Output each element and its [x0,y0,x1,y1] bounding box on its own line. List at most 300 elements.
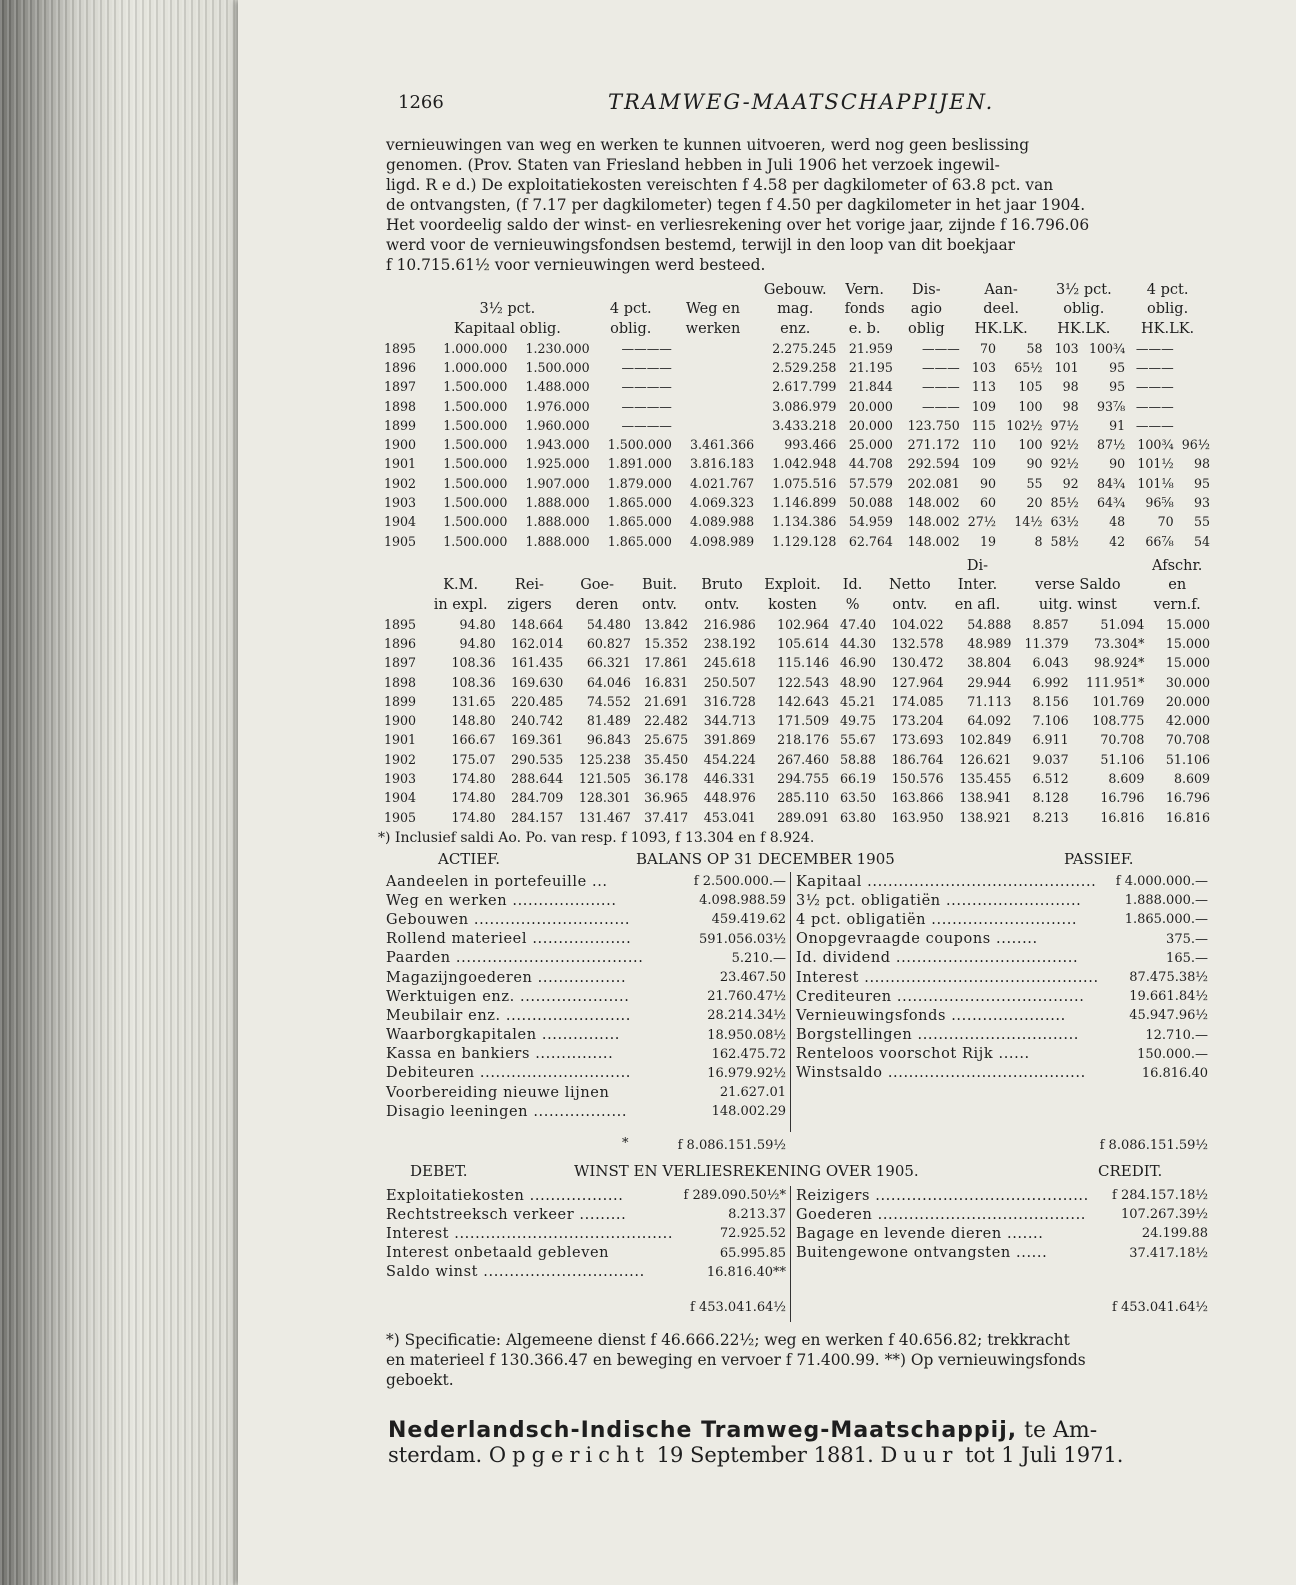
table-cell: 81.489 [586,713,631,729]
year-cell: 1903 [384,771,417,787]
header-cell: mag. [777,301,814,318]
table-row [384,339,1210,358]
table-cell: 142.643 [777,693,830,709]
footnote [386,1330,1208,1390]
table-cell: 93 [1193,495,1210,511]
table-cell: 60 [979,495,996,511]
account-row [796,930,1208,949]
table-cell: ——— [1135,359,1174,375]
header-cell: werken [685,320,741,337]
table-cell: 6.911 [1032,732,1069,748]
table-cell: 1.500.000 [443,379,508,395]
table-cell: 14½ [1014,514,1043,530]
header-cell: ontv. [642,596,678,613]
intro-line: werd voor de vernieuwingsfondsen bestemd, terwijl in den loop van dit boekjaar [386,236,1015,254]
table-cell: 97½ [1050,417,1079,433]
table-cell: 1.134.386 [772,514,837,530]
company-city: sterdam. [388,1443,483,1467]
table-cell: ———— [621,359,672,375]
account-amount: 165.— [1166,950,1208,966]
year-cell: 1905 [384,809,417,825]
header-cell [672,280,754,300]
table-cell: 98 [1062,398,1079,414]
table-cell: 90 [1109,456,1126,472]
founded-label: Opgericht [488,1443,650,1467]
table-cell: 96⅝ [1145,495,1174,511]
table-cell: 161.435 [511,655,564,671]
account-label: Waarborgkapitalen ............... [386,1027,621,1044]
table-cell [1174,358,1210,377]
account-row [386,1205,786,1224]
balans-passief-head: PASSIEF. [1064,850,1134,868]
header-cell [496,556,564,576]
table-cell: 148.664 [511,616,564,632]
table-row [384,807,1210,826]
header-cell: Dis- [912,281,941,298]
winst-divider [790,1186,791,1322]
account-amount: 16.816.40 [1141,1065,1208,1081]
table-cell: 174.80 [451,790,496,806]
table-note: *) Inclusief saldi Ao. Po. van resp. f 1093, f 13.304 en f 8.924. [378,830,815,846]
table-cell: 174.085 [891,693,944,709]
account-label: Winstsaldo ...................................... [796,1065,1086,1082]
table-cell: 37.417 [644,809,689,825]
header-cell: 4 pct. [609,301,652,318]
account-label: Debiteuren ............................. [386,1065,631,1082]
account-row [386,1186,786,1205]
company-name: Nederlandsch-Indische Tramweg-Maatschappij, [388,1418,1018,1443]
header-cell [384,576,426,596]
table-cell: 132.578 [891,635,944,651]
table-cell: 64.092 [967,713,1012,729]
table-cell: 55 [1193,514,1210,530]
account-amount: 459.419.62 [711,912,786,928]
account-row [386,1026,786,1045]
table-cell: 448.976 [703,790,756,806]
table-cell: 123.750 [907,417,960,433]
table-cell: 98 [1062,379,1079,395]
table-cell: 163.950 [891,809,944,825]
table-cell: 148.80 [451,713,496,729]
account-row [386,891,786,910]
table-cell: 8.609 [1173,771,1210,787]
header-cell [384,300,425,320]
header-cell: enz. [780,320,811,337]
table-cell: 169.361 [511,732,564,748]
table-cell: 1.500.000 [443,475,508,491]
table-cell: 1.500.000 [607,437,672,453]
account-label: Rechtstreeksch verkeer ......... [386,1206,627,1223]
table-cell: 1.500.000 [443,417,508,433]
balans-total-right: f 8.086.151.59½ [1099,1138,1208,1153]
table-row [384,396,1210,415]
header-cell: in expl. [433,596,488,613]
table-cell: 1.891.000 [607,456,672,472]
table-cell: 100¾ [1088,340,1126,356]
table-row [384,750,1210,769]
table-cell: 1.865.000 [607,495,672,511]
table-cell: 1.888.000 [525,495,590,511]
table-cell: 1.488.000 [525,379,590,395]
table-cell: 21.195 [848,359,893,375]
account-amount: 8.213.37 [728,1207,786,1223]
table-cell: 218.176 [777,732,830,748]
account-label: Saldo winst ............................... [386,1264,645,1281]
header-row [384,595,1210,615]
header-cell: oblig. [610,320,652,337]
winst-credit-head: CREDIT. [1098,1162,1163,1180]
table-cell: 8.609 [1108,771,1145,787]
account-amount: 4.098.988.59 [699,893,786,909]
table-cell: 62.764 [848,533,893,549]
table-cell: 20 [1026,495,1043,511]
year-cell: 1896 [384,359,417,375]
account-label: Renteloos voorschot Rijk ...... [796,1046,1030,1063]
table-cell: 1.230.000 [525,340,590,356]
table-cell: 101⅛ [1137,475,1174,491]
winst-debet [386,1186,786,1282]
header-cell [631,556,688,576]
table-cell: 36.965 [644,790,689,806]
table-cell: 9.037 [1032,751,1069,767]
table-cell: 70 [1157,514,1174,530]
table-cell: 6.043 [1032,655,1069,671]
balans-mark: * [622,1136,629,1151]
header-row [384,280,1210,300]
table-cell: 70.708 [1100,732,1145,748]
table-cell: ——— [1135,417,1174,433]
table-cell: 95 [1109,379,1126,395]
table-cell: 238.192 [703,635,756,651]
table-row [384,730,1210,749]
table-cell: 290.535 [511,751,564,767]
balans-passief [796,872,1208,1083]
header-cell: Bruto [701,577,743,594]
account-label: Kassa en bankiers ............... [386,1046,614,1063]
account-label: 3½ pct. obligatiën .......................... [796,892,1082,909]
header-row [384,319,1210,339]
table-cell: 1.500.000 [443,456,508,472]
capital-table [384,280,1210,551]
intro-line: vernieuwingen van weg en werken te kunnen uitvoeren, werd nog geen beslissing [386,136,1030,154]
table-cell: 42.000 [1165,713,1210,729]
account-row [796,1244,1208,1263]
header-cell: deren [575,596,619,613]
table-cell [672,396,754,415]
table-cell: 110 [971,437,996,453]
table-cell: 1.500.000 [443,533,508,549]
account-row [796,968,1208,987]
table-cell: 95 [1193,475,1210,491]
account-amount: 150.000.— [1137,1046,1208,1062]
account-label: Magazijngoederen ................. [386,969,627,986]
table-cell: 2.617.799 [772,379,837,395]
header-cell: 3½ pct. [1055,281,1112,298]
account-amount: 16.816.40** [706,1264,786,1280]
account-label: Reizigers ......................................... [796,1187,1089,1204]
table-cell: 27½ [967,514,996,530]
table-row [384,454,1210,473]
account-row [796,1205,1208,1224]
balans-divider [790,872,791,1132]
year-cell: 1904 [384,790,417,806]
account-label: Id. dividend ................................... [796,950,1079,967]
header-cell: % [845,596,860,613]
account-amount: 24.199.88 [1141,1226,1208,1242]
table-cell: 21.691 [644,693,689,709]
intro-paragraph [386,135,1208,275]
table-cell: 6.992 [1032,674,1069,690]
table-cell: 4.089.988 [690,514,755,530]
table-cell: 50.088 [848,495,893,511]
account-label: 4 pct. obligatiën ............................ [796,911,1078,928]
header-cell: kosten [768,596,817,613]
table-cell: 245.618 [703,655,756,671]
account-row [796,1186,1208,1205]
year-cell: 1900 [384,713,417,729]
table-cell: 92½ [1050,456,1079,472]
table-cell: 55.67 [839,732,877,748]
account-row [386,949,786,968]
table-cell: 94.80 [459,635,496,651]
table-row [384,615,1210,634]
account-amount: 148.002.29 [711,1104,786,1120]
header-cell: Goe- [580,577,614,594]
table-cell: 250.507 [703,674,756,690]
table-cell: 20.000 [848,398,893,414]
table-cell: 130.472 [891,655,944,671]
header-cell: Rei- [514,577,544,594]
table-cell: 108.775 [1092,713,1145,729]
year-cell: 1899 [384,693,417,709]
table-cell: 131.467 [578,809,631,825]
header-cell [425,280,590,300]
running-head: TRAMWEG-MAATSCHAPPIJEN. [608,90,995,114]
table-cell: 122.543 [777,674,830,690]
table-cell [1174,377,1210,396]
header-cell: vern.f. [1153,596,1201,613]
header-cell: ontv. [704,596,740,613]
balans-total-left: f 8.086.151.59½ [677,1138,786,1153]
account-amount: f 4.000.000.— [1115,874,1208,890]
header-cell: Di- [966,557,989,574]
account-row [386,987,786,1006]
table-cell: 1.960.000 [525,417,590,433]
table-row [384,634,1210,653]
account-label: Interest .......................................... [386,1225,674,1242]
table-cell: 285.110 [777,790,830,806]
table-cell: 446.331 [703,771,756,787]
header-cell: Aan- [984,281,1018,298]
table-cell: 162.014 [511,635,564,651]
table-cell: 1.925.000 [525,456,590,472]
table-cell: 13.842 [644,616,689,632]
balans-title: BALANS OP 31 DECEMBER 1905 [636,850,895,868]
table-cell: 70.708 [1165,732,1210,748]
header-cell: Inter. [957,577,998,594]
table-cell: 135.455 [959,771,1012,787]
table-cell: 166.67 [451,732,496,748]
year-cell: 1901 [384,732,417,748]
account-amount: f 2.500.000.— [693,874,786,890]
table-cell: 60.827 [586,635,631,651]
account-amount: 591.056.03½ [698,931,786,947]
table-cell: 267.460 [777,751,830,767]
year-cell: 1902 [384,475,417,491]
table-cell: 15.000 [1165,616,1210,632]
table-cell: 98.924* [1094,655,1145,671]
table-cell: 1.500.000 [443,437,508,453]
table-row [384,512,1210,531]
year-cell: 1901 [384,456,417,472]
table-cell: ——— [921,359,960,375]
page-edges [0,0,245,1585]
year-cell: 1897 [384,379,417,395]
table-cell: 3.433.218 [772,417,837,433]
table-cell: 16.796 [1100,790,1145,806]
table-row [384,672,1210,691]
table-cell: 29.944 [967,674,1012,690]
table-cell: 454.224 [703,751,756,767]
table-cell: 3.816.183 [690,456,755,472]
table-cell: 101½ [1137,456,1174,472]
table-cell: 51.094 [1100,616,1145,632]
table-cell: 2.529.258 [772,359,837,375]
table-cell: 271.172 [907,437,960,453]
table-cell: 174.80 [451,809,496,825]
table-cell [672,377,754,396]
table-cell: 240.742 [511,713,564,729]
header-cell [688,556,756,576]
table-cell: 174.80 [451,771,496,787]
account-label: Exploitatiekosten .................. [386,1187,624,1204]
account-row [386,930,786,949]
header-cell [426,556,496,576]
intro-line: ligd. R e d.) De exploitatiekosten vereischten f 4.58 per dagkilometer of 63.8 pct. van [386,176,1054,194]
header-cell [563,556,631,576]
table-cell: 111.951* [1086,674,1145,690]
winst-credit [796,1186,1208,1263]
year-cell: 1895 [384,616,417,632]
account-amount: f 284.157.18½ [1112,1188,1208,1204]
table-cell: 90 [979,475,996,491]
intro-line: genomen. (Prov. Staten van Friesland hebben in Juli 1906 het verzoek ingewil- [386,156,1000,174]
header-cell: 4 pct. [1146,281,1189,298]
table-cell: 15.000 [1165,635,1210,651]
header-cell [876,556,944,576]
table-cell: 84¾ [1096,475,1126,491]
company-heading [388,1418,1097,1443]
year-cell: 1899 [384,417,417,433]
account-row [796,1026,1208,1045]
account-row [386,872,786,891]
table-cell: 1.500.000 [443,514,508,530]
table-cell: 3.086.979 [772,398,837,414]
header-cell: zigers [507,596,552,613]
table-cell: 19 [979,533,996,549]
table-cell: 104.022 [891,616,944,632]
table-cell [1174,416,1210,435]
header-cell: Kapitaal oblig. [453,320,561,337]
table-cell: 45.21 [839,693,877,709]
table-cell: ——— [921,340,960,356]
table-cell: ——— [921,379,960,395]
account-amount: 1.865.000.— [1124,912,1208,928]
table-cell [1174,339,1210,358]
table-cell [1174,396,1210,415]
table-cell: 54.888 [967,616,1012,632]
account-amount: 45.947.96½ [1129,1008,1208,1024]
table-cell: 2.275.245 [772,340,837,356]
table-cell: 47.40 [839,616,877,632]
table-cell: 103 [1054,340,1079,356]
table-cell: 993.466 [784,437,837,453]
intro-line: f 10.715.61½ voor vernieuwingen werd besteed. [386,256,766,274]
table-cell: 35.450 [644,751,689,767]
header-cell [384,319,425,339]
year-cell: 1897 [384,655,417,671]
table-cell: 58 [1026,340,1043,356]
page-number: 1266 [398,92,444,113]
account-row [386,1102,786,1121]
table-cell: 8.156 [1032,693,1069,709]
header-cell [384,280,425,300]
account-row [796,949,1208,968]
header-cell: en [1168,577,1187,594]
table-cell: ———— [621,379,672,395]
account-row [796,1045,1208,1064]
account-row [386,1064,786,1083]
table-cell: 48.90 [839,674,877,690]
account-amount: f 289.090.50½* [683,1188,786,1204]
table-cell: 3.461.366 [690,437,755,453]
header-cell: Exploit. [764,577,821,594]
table-cell: 54.959 [848,514,893,530]
account-amount: 37.417.18½ [1129,1245,1208,1261]
header-cell: Buit. [642,577,678,594]
header-cell: verse Saldo [1035,577,1121,594]
table-cell: 51.106 [1165,751,1210,767]
account-row [796,891,1208,910]
table-cell: 109 [971,398,996,414]
table-row [384,653,1210,672]
table-cell: 46.90 [839,655,877,671]
table-cell: 1.865.000 [607,514,672,530]
table-cell: 6.512 [1032,771,1069,787]
year-cell: 1898 [384,674,417,690]
account-amount: 107.267.39½ [1120,1207,1208,1223]
table-cell: 175.07 [451,751,496,767]
duration-label: Duur [880,1443,959,1467]
table-cell: 73.304* [1094,635,1145,651]
table-cell: 55 [1026,475,1043,491]
table-cell: 4.069.323 [690,495,755,511]
footnote-line: *) Specificatie: Algemeene dienst f 46.666.22½; weg en werken f 40.656.82; trekkracht [386,1331,1070,1349]
table-cell: 316.728 [703,693,756,709]
table-cell: 36.178 [644,771,689,787]
table-cell: 127.964 [891,674,944,690]
table-cell: 48.989 [967,635,1012,651]
table-cell: 22.482 [644,713,689,729]
table-cell: 128.301 [578,790,631,806]
table-cell [672,339,754,358]
table-cell: 115 [971,417,996,433]
year-cell: 1895 [384,340,417,356]
table-cell: 1.042.948 [772,456,837,472]
table-cell: 1.879.000 [607,475,672,491]
account-amount: 1.888.000.— [1124,893,1208,909]
table-cell: 48 [1109,514,1126,530]
